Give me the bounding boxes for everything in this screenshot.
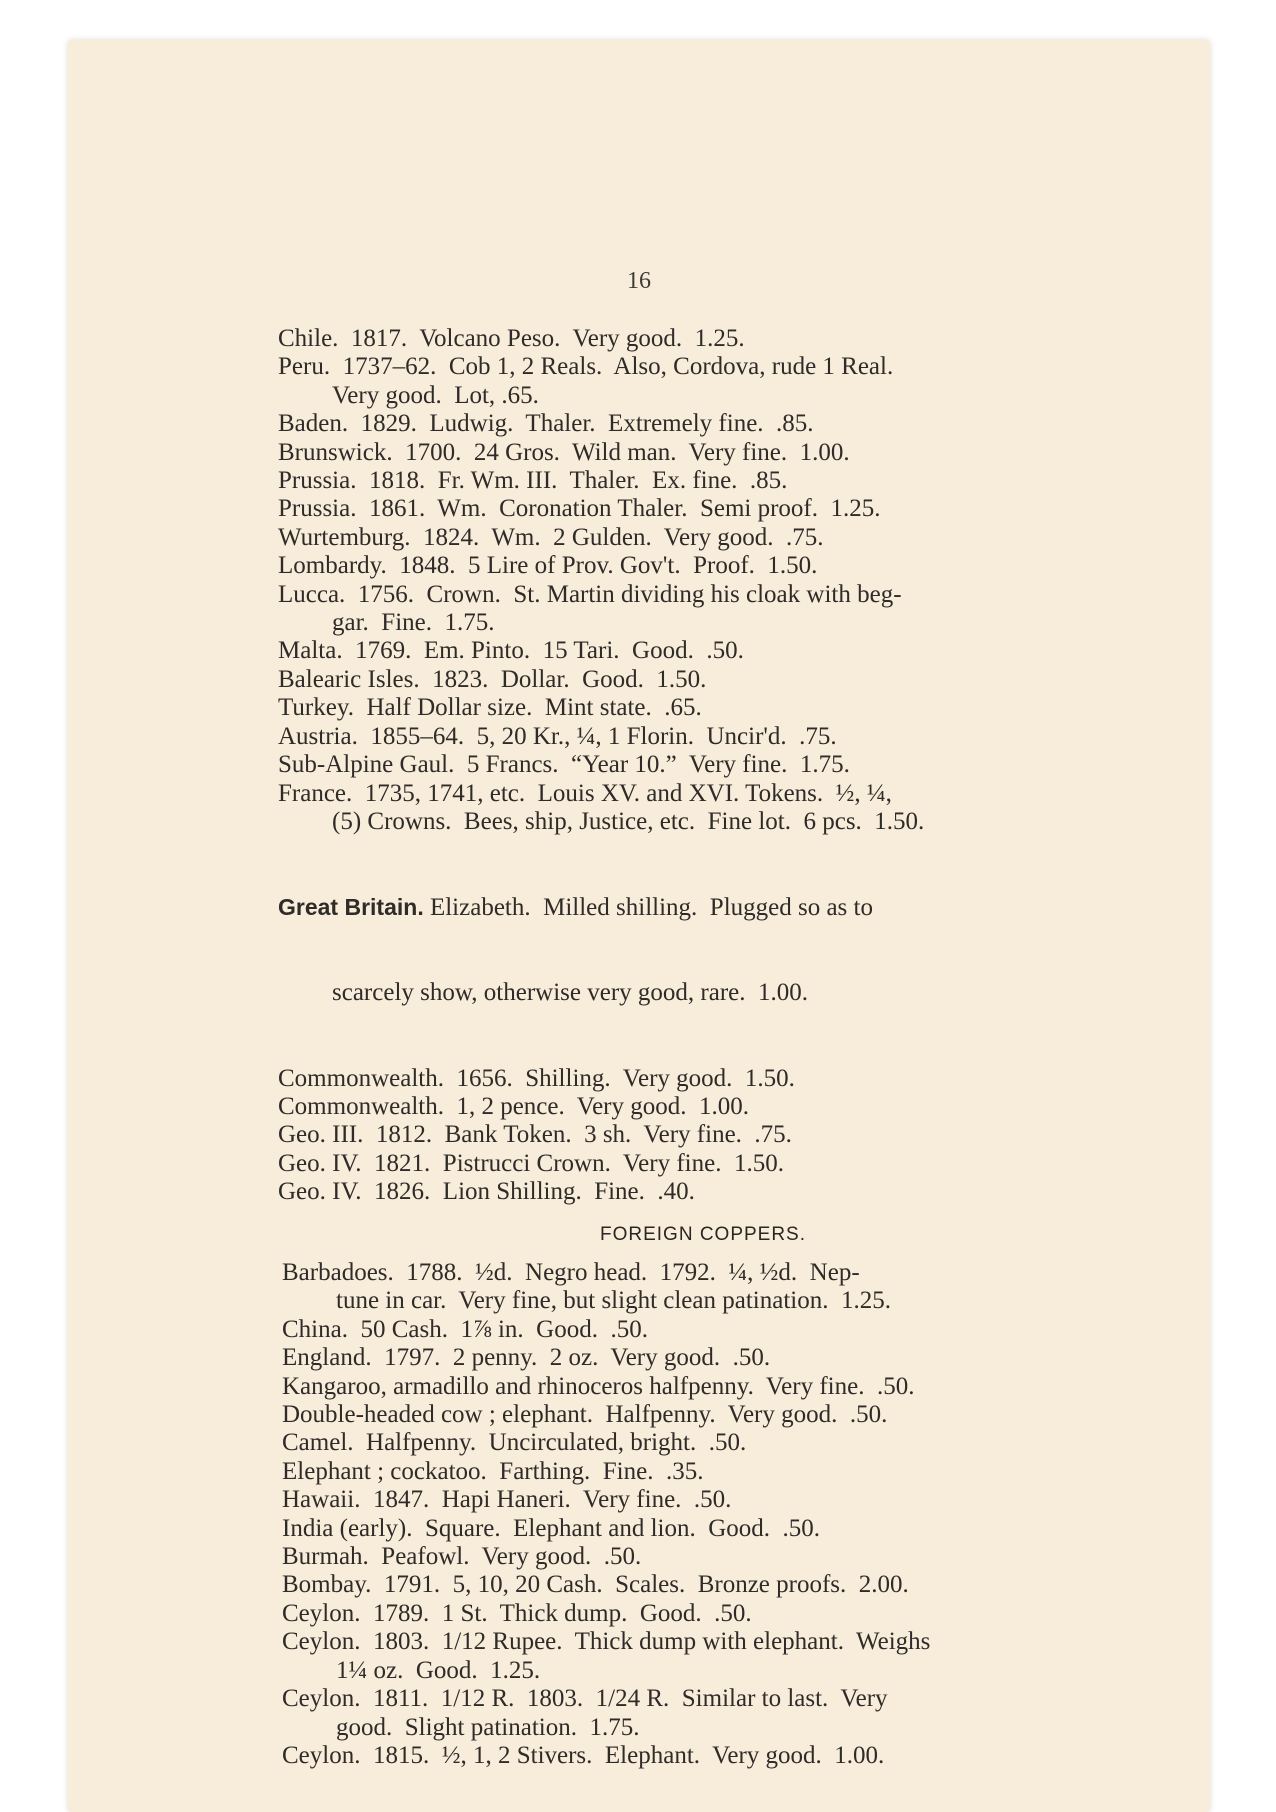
catalog-entry (282, 1628, 1128, 1685)
entry-text: China. 50 Cash. 1⅞ in. Good. .50. (282, 1315, 648, 1343)
catalog-entry (282, 1429, 1128, 1457)
entry-text: Camel. Halfpenny. Uncirculated, bright. .50. (282, 1429, 747, 1457)
catalog-entry (282, 1742, 1128, 1770)
entry-text: Hawaii. 1847. Hapi Haneri. Very fine. .50. (282, 1486, 732, 1514)
catalog-entry (282, 1571, 1128, 1599)
entry-text: France. 1735, 1741, etc. Louis XV. and XVI. Tokens. ½, ¼, (278, 779, 892, 807)
entry-text: Geo. III. 1812. Bank Token. 3 sh. Very fine. .75. (278, 1121, 792, 1149)
catalog-entry (278, 439, 1128, 467)
entry-text: Elizabeth. Milled shilling. Plugged so as to (429, 894, 873, 922)
catalog-entry (278, 581, 1128, 638)
entry-text: Chile. 1817. Volcano Peso. Very good. 1.25. (278, 325, 745, 352)
entry-text: Malta. 1769. Em. Pinto. 15 Tari. Good. .50. (278, 637, 744, 665)
entry-text: Barbadoes. 1788. ½d. Negro head. 1792. ¼, ½d. Nep- (282, 1259, 860, 1286)
silver-coins-list (278, 325, 1128, 836)
entry-text: Elephant ; cockatoo. Farthing. Fine. .35. (282, 1457, 704, 1485)
catalog-entry (282, 1515, 1128, 1543)
entry-text: Brunswick. 1700. 24 Gros. Wild man. Very fine. 1.00. (278, 438, 850, 466)
catalog-entry (278, 524, 1128, 552)
catalog-entry (282, 1543, 1128, 1571)
catalog-entry (278, 325, 1128, 353)
entry-text: Commonwealth. 1656. Shilling. Very good. 1.50. (278, 1064, 795, 1092)
catalog-entry (278, 1178, 1128, 1206)
catalog-entry (282, 1600, 1128, 1628)
catalog-entry (278, 353, 1128, 410)
catalog-entry (278, 1093, 1128, 1121)
entry-text: Double-headed cow ; elephant. Halfpenny. Very good. .50. (282, 1401, 888, 1429)
entry-text: Lombardy. 1848. 5 Lire of Prov. Gov't. Proof. 1.50. (278, 552, 818, 580)
entry-text: Kangaroo, armadillo and rhinoceros halfpenny. Very fine. .50. (282, 1372, 915, 1400)
entry-continuation: tune in car. Very fine, but slight clean patination. 1.25. (336, 1287, 891, 1315)
british-coins-list (278, 1065, 1128, 1207)
entry-text: Sub-Alpine Gaul. 5 Francs. “Year 10.” Very fine. 1.75. (278, 751, 850, 779)
catalog-entry (282, 1373, 1128, 1401)
catalog-entry (278, 1121, 1128, 1149)
catalog-entries (278, 325, 1128, 1770)
catalog-entry (282, 1316, 1128, 1344)
catalog-entry (282, 1344, 1128, 1372)
entry-text: England. 1797. 2 penny. 2 oz. Very good. .50. (282, 1344, 771, 1372)
section-heading: FOREIGN COPPERS. (599, 1223, 807, 1245)
catalog-entry (278, 637, 1128, 665)
entry-continuation: good. Slight patination. 1.75. (336, 1713, 640, 1741)
catalog-entry (278, 694, 1128, 722)
entry-text: Geo. IV. 1826. Lion Shilling. Fine. .40. (278, 1178, 695, 1206)
catalog-entry (282, 1486, 1128, 1514)
entry-continuation: Very good. Lot, .65. (332, 381, 539, 409)
country-name: Great Britain. (278, 894, 424, 921)
great-britain-entry (278, 836, 1128, 1064)
entry-text: Prussia. 1861. Wm. Coronation Thaler. Semi proof. 1.25. (278, 495, 881, 523)
entry-text: Balearic Isles. 1823. Dollar. Good. 1.50. (278, 665, 707, 693)
entry-text: Bombay. 1791. 5, 10, 20 Cash. Scales. Bronze proofs. 2.00. (282, 1571, 909, 1599)
catalog-entry (278, 467, 1128, 495)
catalog-entry (278, 1150, 1128, 1178)
entry-text: Geo. IV. 1821. Pistrucci Crown. Very fine. 1.50. (278, 1149, 784, 1177)
entry-text: Ceylon. 1811. 1/12 R. 1803. 1/24 R. Similar to last. Very (282, 1685, 888, 1713)
entry-text: India (early). Square. Elephant and lion. Good. .50. (282, 1514, 821, 1542)
entry-continuation: (5) Crowns. Bees, ship, Justice, etc. Fine lot. 6 pcs. 1.50. (332, 807, 925, 835)
page-number: 16 (627, 268, 651, 294)
catalog-entry (278, 410, 1128, 438)
entry-continuation: scarcely show, otherwise very good, rare. 1.00. (332, 979, 809, 1007)
entry-text: Burmah. Peafowl. Very good. .50. (282, 1543, 642, 1571)
catalog-page (68, 40, 1210, 1812)
catalog-entry (278, 552, 1128, 580)
entry-text: Prussia. 1818. Fr. Wm. III. Thaler. Ex. fine. .85. (278, 467, 788, 495)
catalog-entry (278, 780, 1128, 837)
entry-continuation: 1¼ oz. Good. 1.25. (336, 1656, 541, 1684)
catalog-entry (282, 1685, 1128, 1742)
catalog-entry (278, 1065, 1128, 1093)
catalog-entry (282, 1259, 1128, 1316)
entry-text: Ceylon. 1789. 1 St. Thick dump. Good. .50. (282, 1599, 752, 1627)
entry-text: Turkey. Half Dollar size. Mint state. .65. (278, 694, 702, 722)
foreign-coppers-list (278, 1259, 1128, 1770)
entry-text: Baden. 1829. Ludwig. Thaler. Extremely fine. .85. (278, 410, 814, 438)
catalog-entry (282, 1401, 1128, 1429)
catalog-entry (282, 1458, 1128, 1486)
catalog-entry (278, 666, 1128, 694)
catalog-entry (278, 723, 1128, 751)
entry-text: Ceylon. 1803. 1/12 Rupee. Thick dump with elephant. Weighs (282, 1628, 931, 1656)
catalog-entry (278, 495, 1128, 523)
catalog-entry (278, 751, 1128, 779)
entry-text: Commonwealth. 1, 2 pence. Very good. 1.00. (278, 1092, 749, 1120)
entry-text: Peru. 1737–62. Cob 1, 2 Reals. Also, Cordova, rude 1 Real. (278, 353, 894, 381)
entry-text: Wurtemburg. 1824. Wm. 2 Gulden. Very good. .75. (278, 523, 824, 551)
entry-text: Ceylon. 1815. ½, 1, 2 Stivers. Elephant. Very good. 1.00. (282, 1741, 885, 1769)
entry-text: Lucca. 1756. Crown. St. Martin dividing his cloak with beg- (278, 580, 902, 608)
entry-continuation: gar. Fine. 1.75. (332, 609, 495, 637)
entry-text: Austria. 1855–64. 5, 20 Kr., ¼, 1 Florin. Uncir'd. .75. (278, 722, 837, 750)
